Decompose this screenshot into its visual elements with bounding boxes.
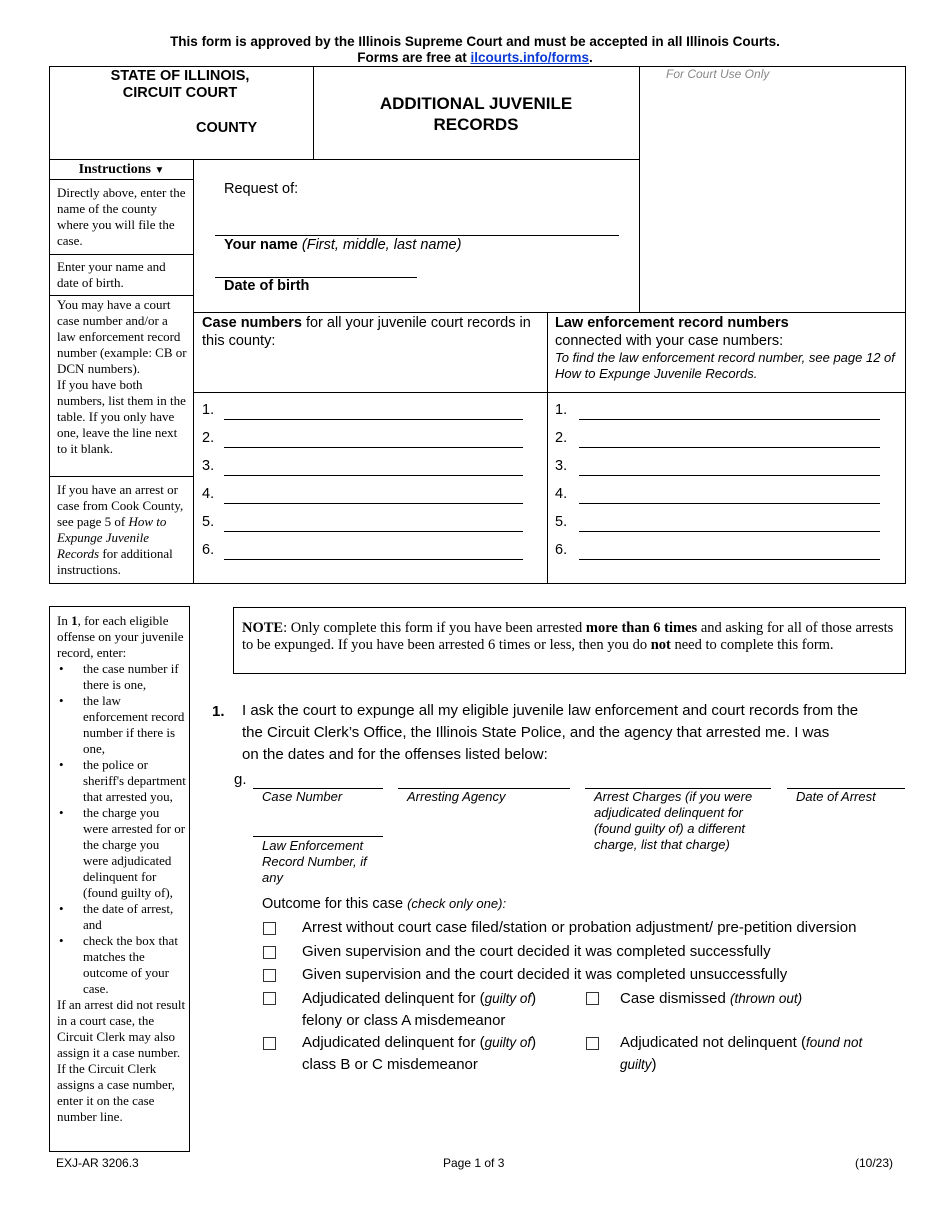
instr-cook-suffix: for additional instructions. (57, 546, 173, 577)
arrest-charges-label: Arrest Charges (if you were adjudicated delinquent for (found guilty of) a different charge, list that charge) (594, 789, 753, 852)
law-number-index: 3. (555, 458, 568, 474)
note-b2: not (650, 637, 671, 653)
county-label: COUNTY (196, 120, 258, 136)
case-number-index: 1. (202, 402, 215, 418)
side-intro-c: , for each eligible offense on your juvenile record, enter: (57, 613, 184, 660)
instr-cook-title: How to Expunge Juvenile Records (57, 514, 167, 561)
form-title-line1: ADDITIONAL JUVENILE (379, 94, 573, 113)
divider (49, 179, 194, 180)
not-delinquent-b: found not (805, 1035, 863, 1050)
dismissed-hint: (thrown out) (730, 991, 803, 1006)
divider (639, 66, 640, 313)
law-number-line[interactable] (579, 447, 880, 448)
law-number-index: 1. (555, 402, 568, 418)
section-number: 1. (212, 703, 225, 720)
approval-text: This form is approved by the Illinois Supreme Court and must be accepted in all Illinois Courts. (170, 34, 780, 49)
court-heading (60, 68, 300, 102)
law-numbers-heading (555, 314, 903, 382)
checkbox-adj-felony[interactable] (263, 992, 276, 1005)
note-text (242, 620, 904, 654)
checkbox-not-delinquent[interactable] (586, 1037, 599, 1050)
form-title-line2: RECORDS (433, 115, 519, 134)
law-number-index: 5. (555, 514, 568, 530)
divider (313, 66, 314, 160)
law-number-line[interactable] (579, 475, 880, 476)
forms-free-suffix: . (589, 50, 593, 65)
instr-numbers-text: You may have a court case number and/or a law enforcement record number (example: CB or DCN numbers). (57, 297, 187, 376)
option-adj-felony-line1 (302, 988, 536, 1010)
checkbox-supervision-success[interactable] (263, 946, 276, 959)
option-dismissed (620, 988, 802, 1010)
section-text (242, 700, 902, 766)
instructions-heading-text: Instructions (78, 162, 151, 177)
case-numbers-bold: Case numbers (202, 315, 302, 331)
adj-class-c: ) (531, 1034, 537, 1051)
option-arrest-no-case: Arrest without court case filed/station or probation adjustment/ pre-petition diversion (302, 919, 857, 936)
checkbox-adj-class-bc[interactable] (263, 1037, 276, 1050)
side-bullet: • the law enforcement record number if there is one, (83, 693, 187, 757)
section-text-line1: I ask the court to expunge all my eligible juvenile law enforcement and court records from the (242, 702, 859, 719)
option-adj-felony (302, 988, 536, 1032)
side-closing: If an arrest did not result in a court case, the Circuit Clerk may also assign it a case number. If the Circuit Clerk assigns a case number, enter it on the case number line. (57, 997, 186, 1124)
case-number-line[interactable] (224, 503, 523, 504)
forms-free-text (0, 50, 950, 65)
note-t2: and asking for all of those arrests to be expunged. If you have been arrested 6 times or less, then you do (242, 620, 894, 653)
case-number-index: 2. (202, 430, 215, 446)
case-number-index: 4. (202, 486, 215, 502)
case-number-index: 5. (202, 514, 215, 530)
case-numbers-rest: for all your juvenile court records in this county: (202, 315, 531, 349)
option-supervision-fail: Given supervision and the court decided it was completed unsuccessfully (302, 966, 788, 983)
divider (49, 295, 194, 296)
case-number-index: 6. (202, 542, 215, 558)
law-number-index: 2. (555, 430, 568, 446)
triangle-down-icon: ▼ (154, 165, 165, 176)
divider (193, 312, 906, 313)
divider (193, 392, 906, 393)
your-name-hint: (First, middle, last name) (301, 237, 462, 253)
divider (49, 159, 640, 160)
side-bullet: • the charge you were arrested for or the charge you were adjudicated delinquent for (found guilty of), (83, 805, 187, 901)
instructions-heading (49, 162, 194, 178)
side-intro (57, 613, 187, 661)
not-delinquent-a: Adjudicated not delinquent ( (620, 1034, 806, 1051)
entry-letter: g. (234, 771, 247, 788)
section-text-line2: the Circuit Clerk’s Office, the Illinois State Police, and the agency that arrested me. I was (242, 724, 830, 741)
your-name-text: Your name (224, 237, 298, 253)
divider (547, 312, 548, 584)
instr-county: Directly above, enter the name of the county where you will file the case. (57, 185, 186, 248)
law-record-label: Law Enforcement Record Number, if any (262, 838, 367, 885)
arresting-agency-label: Arresting Agency (407, 789, 506, 804)
outcome-label (262, 896, 506, 912)
dob-label: Date of birth (224, 278, 310, 294)
instr-name-dob: Enter your name and date of birth. (57, 259, 166, 290)
divider (193, 159, 194, 584)
option-adj-class-bc (302, 1032, 536, 1076)
state-line: STATE OF ILLINOIS, (110, 68, 250, 84)
case-number-line[interactable] (224, 447, 523, 448)
side-intro-b: 1 (71, 613, 78, 628)
law-number-index: 4. (555, 486, 568, 502)
adj-felony-b: guilty of (484, 991, 532, 1006)
note-label: NOTE (242, 620, 284, 636)
law-number-line[interactable] (579, 503, 880, 504)
instr-cook-prefix: If you have an arrest or case from Cook County, see page 5 of (57, 482, 184, 529)
adj-class-b: guilty of (484, 1035, 532, 1050)
case-number-label: Case Number (262, 789, 343, 804)
instr-cook (57, 482, 189, 578)
not-delinquent-c: guilty (620, 1057, 652, 1072)
section-text-line3: on the dates and for the offenses listed below: (242, 746, 548, 763)
option-adj-class-line1 (302, 1032, 536, 1054)
option-not-delinquent (620, 1032, 900, 1076)
date-of-arrest-label: Date of Arrest (796, 789, 876, 804)
side-bullet: • check the box that matches the outcome of your case. (83, 933, 187, 997)
note-t3: need to complete this form. (670, 637, 834, 653)
law-number-index: 6. (555, 542, 568, 558)
side-bullet: • the date of arrest, and (83, 901, 187, 933)
outcome-label-text: Outcome for this case (262, 896, 404, 912)
law-record-field[interactable] (253, 836, 383, 837)
request-of-label: Request of: (224, 181, 299, 197)
checkbox-dismissed[interactable] (586, 992, 599, 1005)
court-use-label: For Court Use Only (666, 67, 770, 81)
checkbox-arrest-no-case[interactable] (263, 922, 276, 935)
side-bullet: • the case number if there is one, (83, 661, 187, 693)
name-line[interactable] (215, 235, 619, 236)
checkbox-supervision-fail[interactable] (263, 969, 276, 982)
instr-numbers (57, 297, 189, 457)
revision-date: (10/23) (855, 1156, 894, 1170)
divider (49, 476, 194, 477)
adj-felony-a: Adjudicated delinquent for ( (302, 990, 485, 1007)
side-intro-a: In (57, 613, 72, 628)
note-b1: more than 6 times (585, 620, 698, 636)
case-number-line[interactable] (224, 419, 523, 420)
page-number: Page 1 of 3 (443, 1156, 505, 1170)
case-numbers-heading (202, 314, 544, 350)
law-number-line[interactable] (579, 419, 880, 420)
adj-felony-c: ) (531, 990, 537, 1007)
divider (49, 254, 194, 255)
law-numbers-bold: Law enforcement record numbers (555, 315, 789, 331)
option-supervision-success: Given supervision and the court decided it was completed successfully (302, 943, 771, 960)
side-bullets (57, 661, 187, 997)
option-adj-felony-line2: felony or class A misdemeanor (302, 1012, 506, 1029)
case-number-line[interactable] (224, 531, 523, 532)
ilcourts-link[interactable]: ilcourts.info/forms (470, 50, 590, 65)
case-number-line[interactable] (224, 475, 523, 476)
side-bullet: • the police or sheriff's department that arrested you, (83, 757, 187, 805)
not-delinquent-d: ) (651, 1056, 657, 1073)
side-instructions (57, 613, 187, 1125)
law-number-line[interactable] (579, 531, 880, 532)
case-number-index: 3. (202, 458, 215, 474)
law-number-line[interactable] (579, 559, 880, 560)
case-number-line[interactable] (224, 559, 523, 560)
form-id: EXJ-AR 3206.3 (56, 1156, 139, 1170)
your-name-label (224, 237, 461, 253)
forms-free-prefix: Forms are free at (357, 50, 471, 65)
instr-numbers-both: If you have both numbers, list them in the table. If you only have one, leave the line next to it blank. (57, 377, 186, 456)
circuit-court-line: CIRCUIT COURT (122, 85, 238, 101)
adj-class-a: Adjudicated delinquent for ( (302, 1034, 485, 1051)
law-numbers-hint: To find the law enforcement record number, see page 12 of How to Expunge Juvenile Records. (555, 350, 895, 381)
note-t1: : Only complete this form if you have been arrested (283, 620, 586, 636)
dismissed-text: Case dismissed (620, 990, 726, 1007)
option-adj-class-line2: class B or C misdemeanor (302, 1056, 478, 1073)
outcome-hint: (check only one): (407, 896, 507, 911)
law-numbers-rest: connected with your case numbers: (555, 333, 784, 349)
form-title (315, 93, 637, 135)
